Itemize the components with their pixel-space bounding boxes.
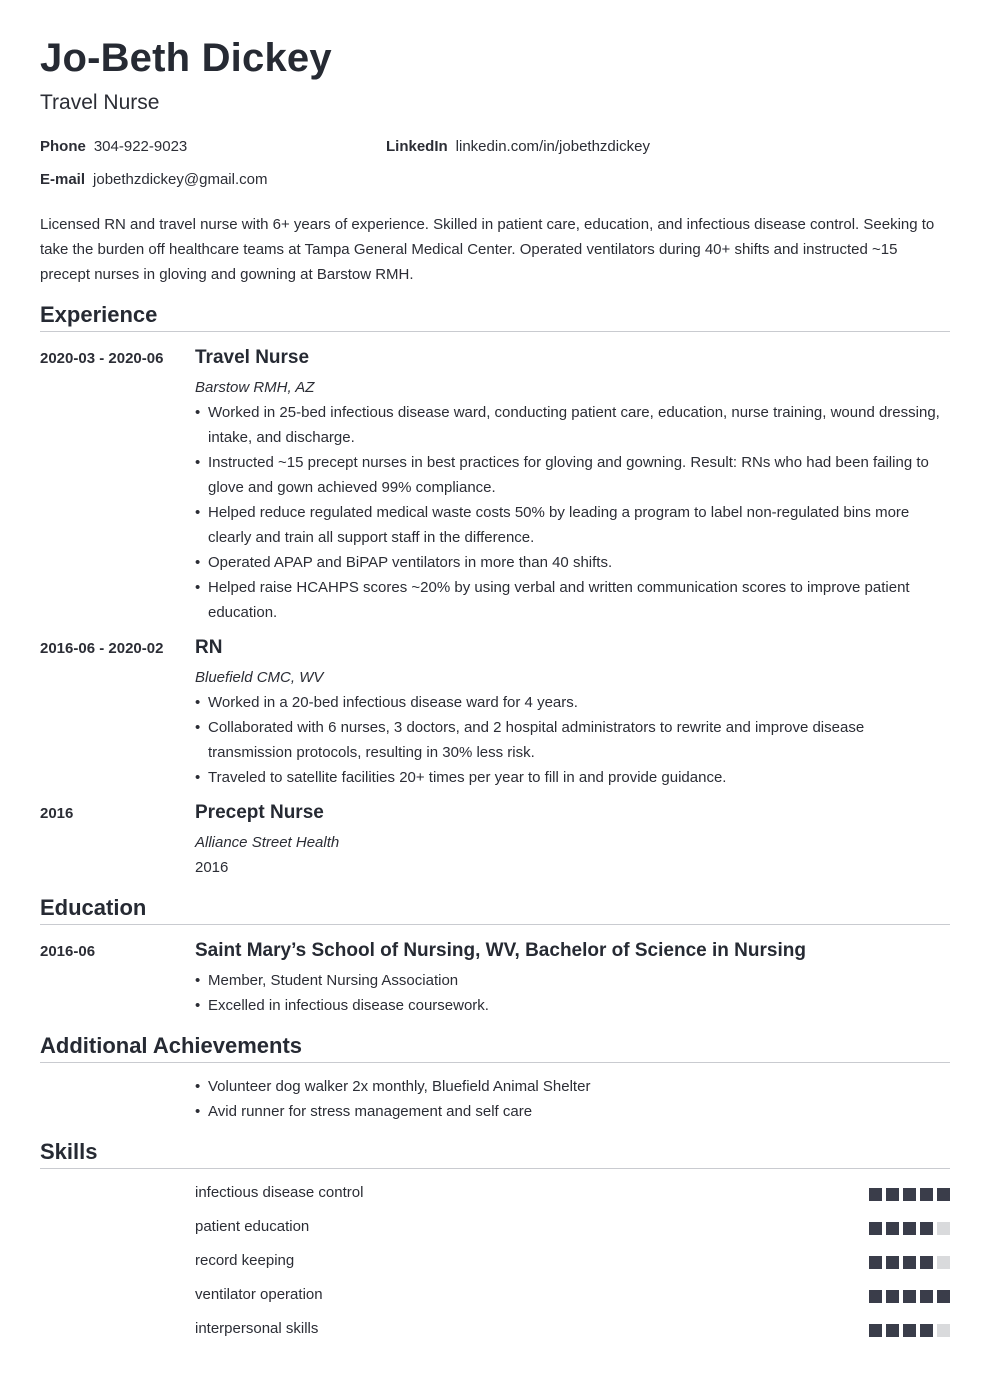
candidate-name: Jo-Beth Dickey bbox=[40, 36, 332, 80]
skill-name: interpersonal skills bbox=[195, 1320, 319, 1337]
phone-label: Phone bbox=[40, 138, 86, 155]
rating-square-filled bbox=[937, 1188, 950, 1201]
job-3 bbox=[195, 801, 950, 880]
rating-square-filled bbox=[869, 1256, 882, 1269]
linkedin-label: LinkedIn bbox=[386, 138, 448, 155]
list-item: • Helped reduce regulated medical waste costs 50% by leading a program to label non-regulated bins more clearly and train all support staff in the difference. bbox=[195, 500, 950, 550]
job-1-role: Travel Nurse bbox=[195, 347, 310, 368]
rating-square-filled bbox=[903, 1222, 916, 1235]
email-link[interactable]: jobethzdickey@gmail.com bbox=[93, 171, 268, 188]
phone-value: 304-922-9023 bbox=[93, 138, 188, 155]
list-item: • Volunteer dog walker 2x monthly, Bluefield Animal Shelter bbox=[195, 1074, 950, 1099]
skills-heading: Skills bbox=[40, 1139, 950, 1169]
skill-rating bbox=[865, 1188, 950, 1201]
education-date: 2016-06 bbox=[40, 943, 96, 960]
job-1-dates: 2020-03 - 2020-06 bbox=[40, 350, 164, 367]
achievements-bullets bbox=[195, 1074, 950, 1124]
skill-rating bbox=[865, 1290, 950, 1303]
job-3-company: Alliance Street Health bbox=[195, 834, 340, 851]
rating-square-filled bbox=[886, 1256, 899, 1269]
job-1-company: Barstow RMH, AZ bbox=[195, 379, 315, 396]
list-item: • Traveled to satellite facilities 20+ times per year to fill in and provide guidance. bbox=[195, 765, 950, 790]
rating-square-filled bbox=[869, 1324, 882, 1337]
contact-linkedin bbox=[386, 138, 650, 155]
job-3-dates: 2016 bbox=[40, 805, 74, 822]
achievements-heading: Additional Achievements bbox=[40, 1033, 950, 1063]
skill-row bbox=[195, 1183, 950, 1205]
list-item: • Collaborated with 6 nurses, 3 doctors, and 2 hospital administrators to rewrite and improve disease transmission protocols, resulting in 30% less risk. bbox=[195, 715, 950, 765]
rating-square-empty bbox=[937, 1324, 950, 1337]
rating-square-empty bbox=[937, 1256, 950, 1269]
education-entry bbox=[195, 939, 950, 1018]
list-item: • Instructed ~15 precept nurses in best practices for gloving and gowning. Result: RNs who had been failing to glove and gown achieved 99% compliance. bbox=[195, 450, 950, 500]
rating-square-filled bbox=[869, 1290, 882, 1303]
job-3-role: Precept Nurse bbox=[195, 802, 324, 823]
job-1 bbox=[195, 346, 950, 625]
skill-row bbox=[195, 1217, 950, 1239]
rating-square-filled bbox=[937, 1290, 950, 1303]
rating-square-filled bbox=[920, 1256, 933, 1269]
list-item: • Excelled in infectious disease coursework. bbox=[195, 993, 950, 1018]
rating-square-empty bbox=[937, 1222, 950, 1235]
list-item: • Member, Student Nursing Association bbox=[195, 968, 950, 993]
candidate-title: Travel Nurse bbox=[40, 91, 160, 114]
rating-square-filled bbox=[903, 1324, 916, 1337]
skill-rating bbox=[865, 1256, 950, 1269]
job-1-bullets bbox=[195, 400, 950, 625]
rating-square-filled bbox=[886, 1324, 899, 1337]
skill-row bbox=[195, 1251, 950, 1273]
contact-phone bbox=[40, 138, 187, 155]
rating-square-filled bbox=[920, 1188, 933, 1201]
email-label: E-mail bbox=[40, 171, 86, 188]
rating-square-filled bbox=[886, 1290, 899, 1303]
list-item: • Operated APAP and BiPAP ventilators in more than 40 shifts. bbox=[195, 550, 950, 575]
job-3-note: 2016 bbox=[195, 859, 229, 876]
job-2-dates: 2016-06 - 2020-02 bbox=[40, 640, 164, 657]
job-2 bbox=[195, 636, 950, 790]
education-heading: Education bbox=[40, 895, 950, 925]
rating-square-filled bbox=[920, 1222, 933, 1235]
achievements-entry bbox=[195, 1074, 950, 1124]
skill-name: infectious disease control bbox=[195, 1184, 364, 1201]
skill-row bbox=[195, 1319, 950, 1341]
skill-name: record keeping bbox=[195, 1252, 295, 1269]
rating-square-filled bbox=[869, 1222, 882, 1235]
list-item: • Worked in 25-bed infectious disease ward, conducting patient care, education, nurse training, wound dressing, intake, and discharge. bbox=[195, 400, 950, 450]
rating-square-filled bbox=[903, 1188, 916, 1201]
skill-rating bbox=[865, 1222, 950, 1235]
list-item: • Avid runner for stress management and self care bbox=[195, 1099, 950, 1124]
rating-square-filled bbox=[886, 1222, 899, 1235]
rating-square-filled bbox=[920, 1324, 933, 1337]
experience-heading: Experience bbox=[40, 302, 950, 332]
list-item: • Worked in a 20-bed infectious disease ward for 4 years. bbox=[195, 690, 950, 715]
rating-square-filled bbox=[903, 1290, 916, 1303]
contact-email bbox=[40, 171, 267, 188]
skill-rating bbox=[865, 1324, 950, 1337]
skill-name: patient education bbox=[195, 1218, 310, 1235]
education-bullets bbox=[195, 968, 950, 1018]
summary-paragraph: Licensed RN and travel nurse with 6+ years of experience. Skilled in patient care, education, and infectious disease control. Seeking to take the burden off healthcare teams at Tampa General Medical Center. Operated ventilators during 40+ shifts and instructed ~15 precept nurses in gloving and gowning at Barstow RMH. bbox=[40, 216, 935, 283]
job-2-role: RN bbox=[195, 637, 223, 658]
education-degree: Saint Mary’s School of Nursing, WV, Bachelor of Science in Nursing bbox=[195, 940, 806, 961]
rating-square-filled bbox=[920, 1290, 933, 1303]
job-2-bullets bbox=[195, 690, 950, 790]
rating-square-filled bbox=[903, 1256, 916, 1269]
job-2-company: Bluefield CMC, WV bbox=[195, 669, 324, 686]
skill-row bbox=[195, 1285, 950, 1307]
rating-square-filled bbox=[869, 1188, 882, 1201]
skill-name: ventilator operation bbox=[195, 1286, 323, 1303]
list-item: • Helped raise HCAHPS scores ~20% by using verbal and written communication scores to improve patient education. bbox=[195, 575, 950, 625]
rating-square-filled bbox=[886, 1188, 899, 1201]
linkedin-link[interactable]: linkedin.com/in/jobethzdickey bbox=[455, 138, 650, 155]
